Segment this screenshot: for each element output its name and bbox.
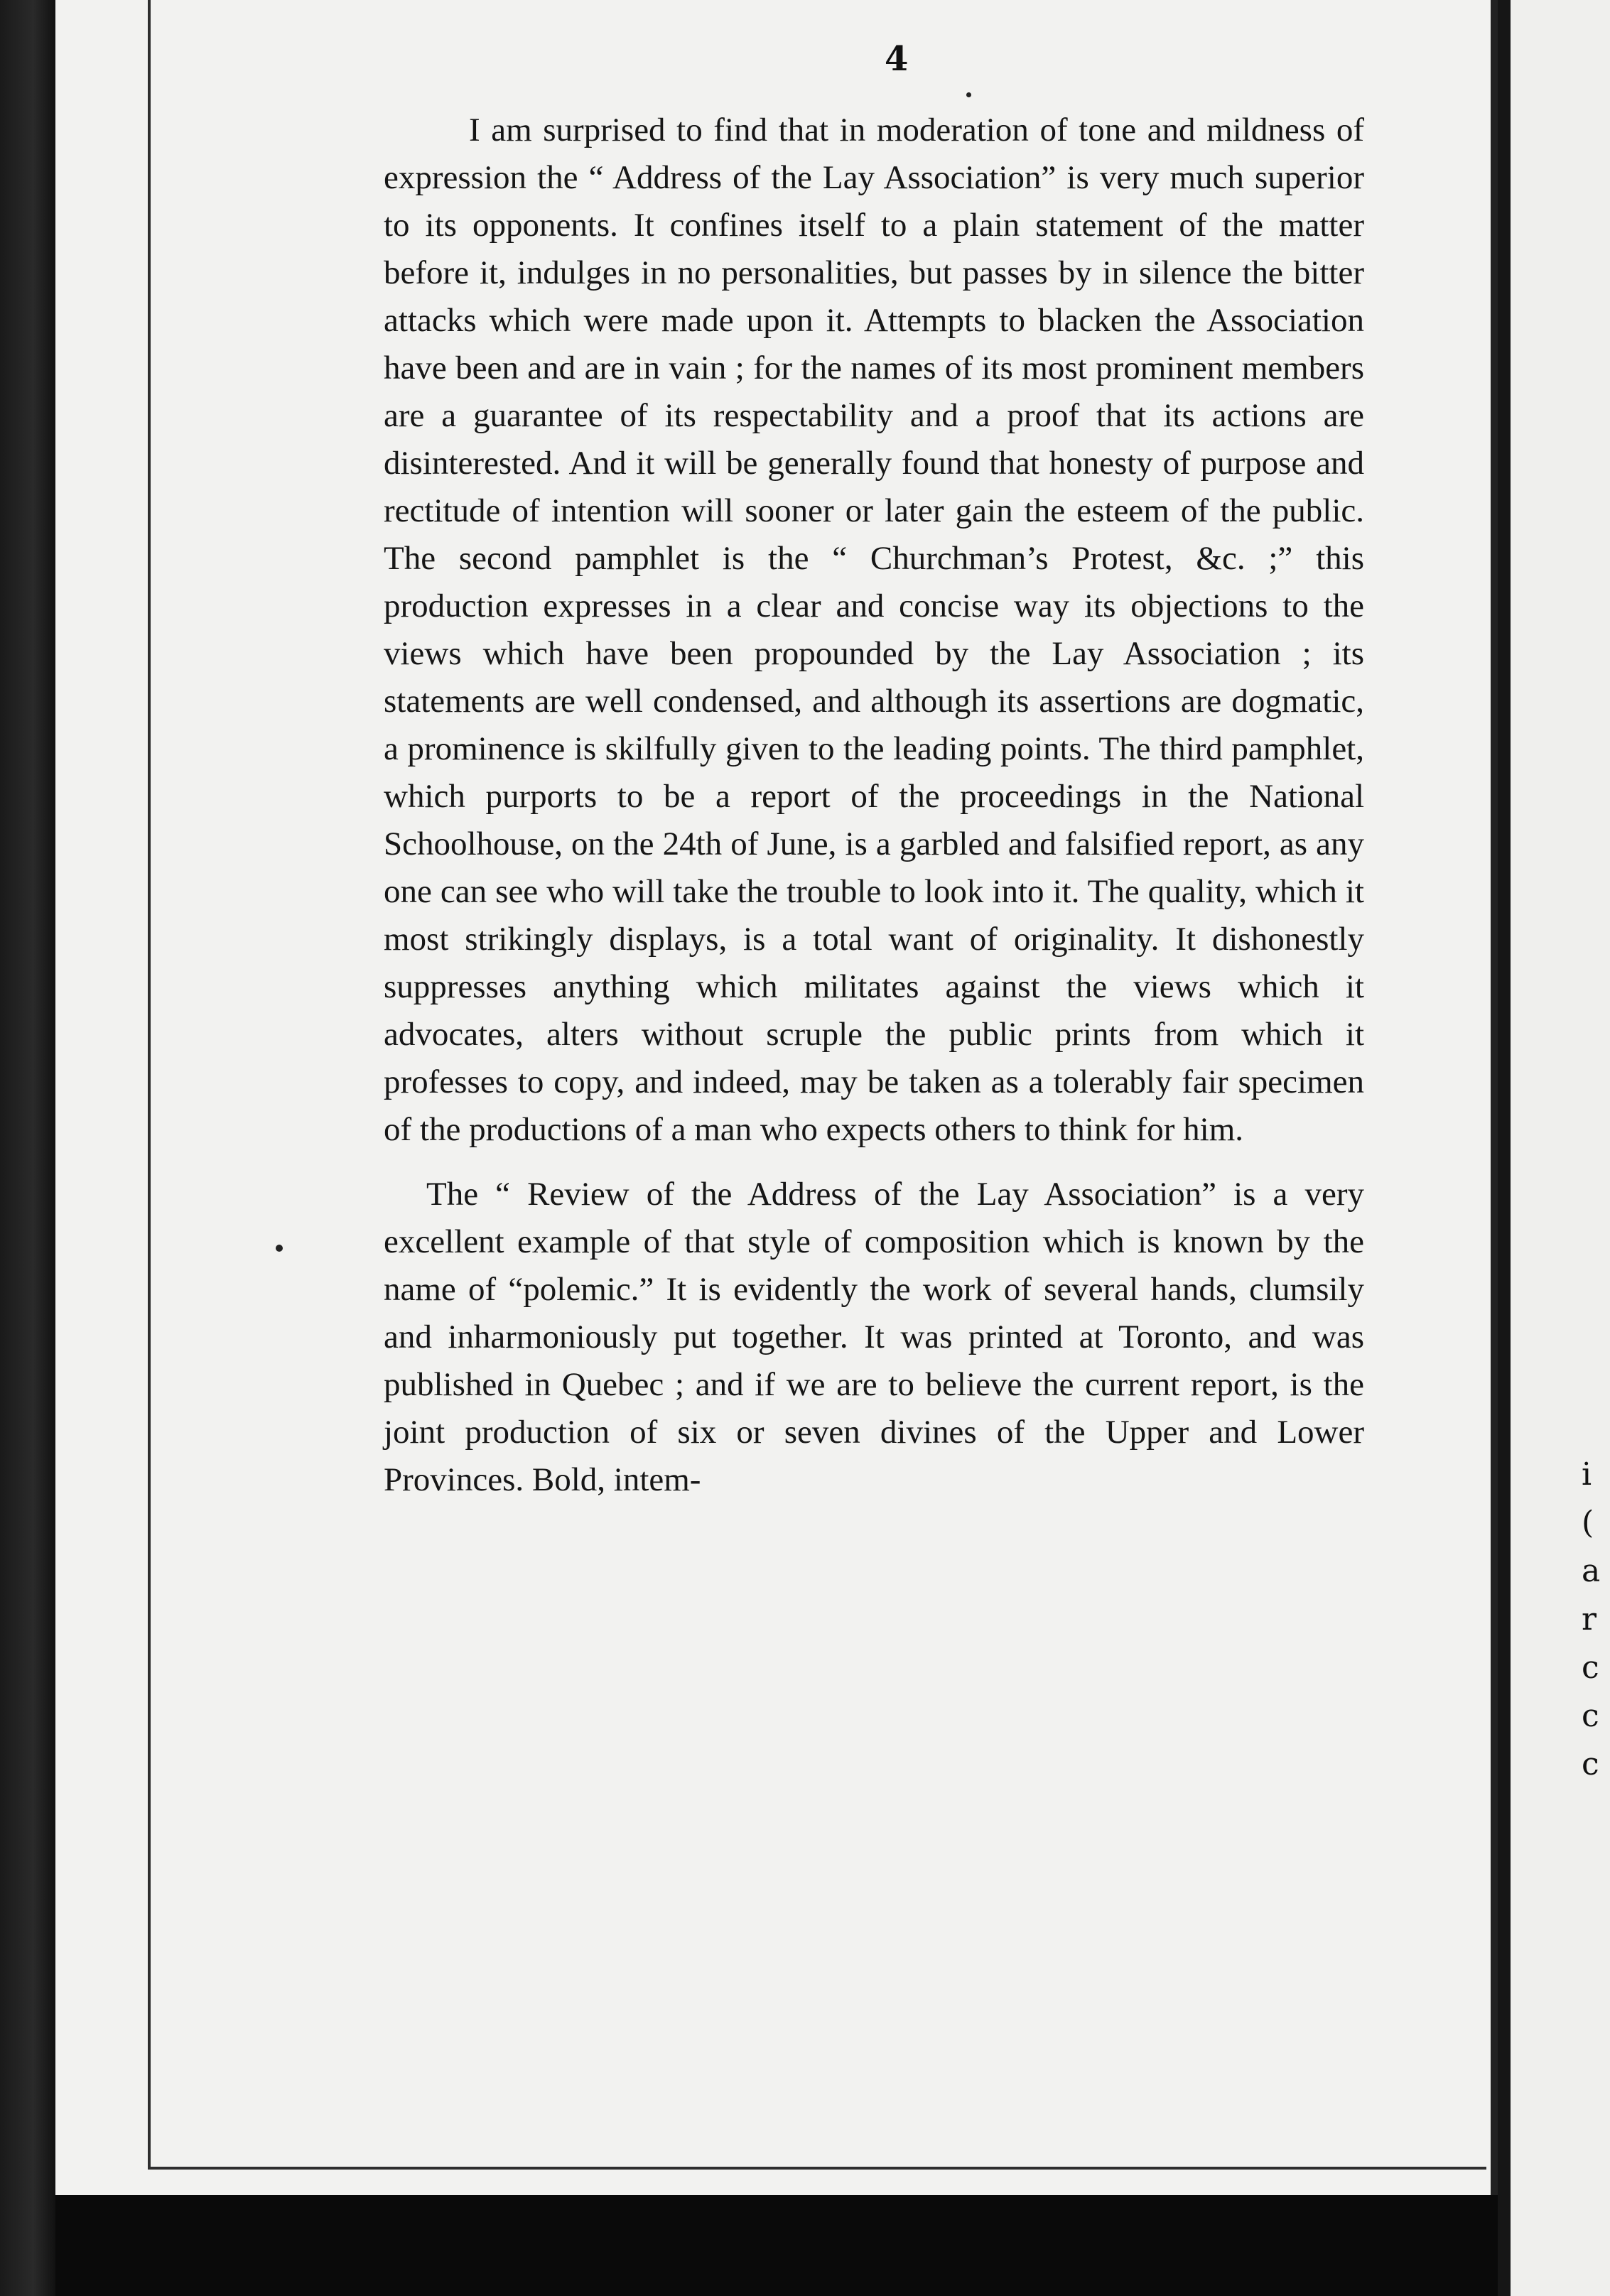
adjacent-page-fragment: c xyxy=(1582,1650,1599,1686)
scan-speck xyxy=(966,92,971,97)
adjacent-page-fragment: ( xyxy=(1582,1505,1594,1541)
adjacent-page-fragment: c xyxy=(1582,1698,1599,1734)
paragraph-2: The “ Review of the Address of the Lay Association” is a very excellent example of that style of composition which is known by the name of “polemic.” It is evidently the work of several hands, clumsily and inharmoniously put together. It was printed at Toronto, and was published in Quebec ; and if we are to believe the current report, is the joint production of six or seven divines of the Upper and Lower Provinces. Bold, intem- xyxy=(384,1176,1364,1498)
scan-speck xyxy=(276,1245,283,1252)
adjacent-page-fragment: r xyxy=(1582,1601,1597,1637)
paragraph-1: I am surprised to find that in moderation of tone and mildness of expression the “ Address of the Lay Association” is very much superior to its opponents. It confines itself to a plain statement of the matter before it, indulges in no personalities, but passes by in silence the bitter attacks which were made upon it. Attempts to blacken the Association have been and are in vain ; for the names of its most prominent members are a guarantee of its respectability and a proof that its actions are disinterested. And it will be generally found that honesty of purpose and rectitude of intention will sooner or later gain the esteem of the public. The second pamphlet is the “ Churchman’s Protest, &c. ;” this production expresses in a clear and concise way its objections to the views which have been propounded by the Lay Association ; its statements are well condensed, and although its assertions are dogmatic, a prominence is skilfully given to the leading points. The third pamphlet, which purports to be a report of the proceedings in the National Schoolhouse, on the 24th of June, is a garbled and falsified report, as any one can see who will take the trouble to look into it. The quality, which it most strikingly displays, is a total want of originality. It dishonestly suppresses anything which militates against the views which it advocates, alters without scruple the public prints from which it professes to copy, and indeed, may be taken as a tolerably fair specimen of the productions of a man who expects others to think for him. xyxy=(384,112,1364,1148)
page-number: 4 xyxy=(885,39,909,79)
scan-left-margin xyxy=(0,0,55,2296)
adjacent-page-fragment: a xyxy=(1582,1553,1601,1589)
adjacent-page-edge xyxy=(1498,0,1610,2296)
adjacent-page-fragment: i xyxy=(1582,1456,1592,1493)
adjacent-page-fragment: c xyxy=(1582,1746,1599,1782)
body-text xyxy=(384,107,1364,1504)
